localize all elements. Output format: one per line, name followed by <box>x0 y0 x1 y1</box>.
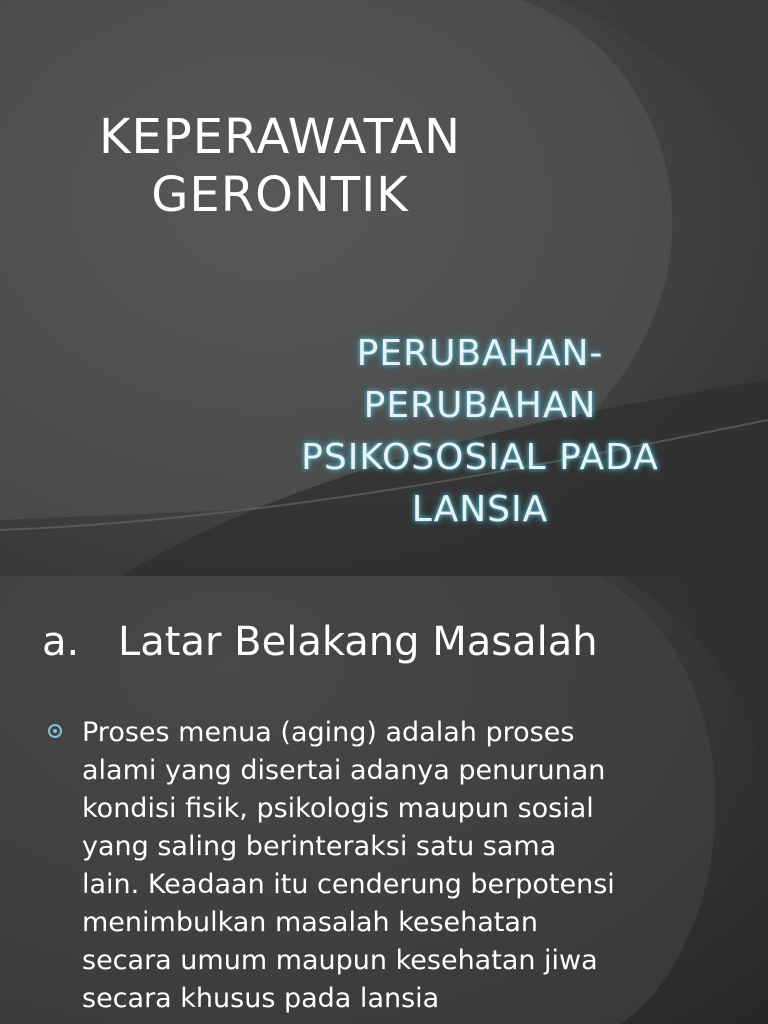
bullet-line: secara umum maupun kesehatan jiwa <box>82 945 598 976</box>
bullet-line: lain. Keadaan itu cenderung berpotensi <box>82 869 615 900</box>
bullet-line: menimbulkan masalah kesehatan <box>82 907 539 938</box>
slide-heading <box>42 618 598 666</box>
heading-number: a. <box>42 619 80 665</box>
bullet-line: kondisi fisik, psikologis maupun sosial <box>82 793 594 824</box>
subtitle-line: PSIKOSOSIAL PADA <box>301 437 659 478</box>
circle-bullet-icon <box>48 724 62 738</box>
bullet-line: yang saling berinteraksi satu sama <box>82 831 557 862</box>
heading-text: Latar Belakang Masalah <box>118 619 598 665</box>
bullet-line: alami yang disertai adanya penurunan <box>82 755 606 786</box>
bullet-line: secara khusus pada lansia <box>82 983 440 1014</box>
slide-title <box>60 108 500 224</box>
bullet-item <box>48 714 688 1018</box>
content-slide <box>0 576 768 1024</box>
subtitle-line: PERUBAHAN <box>363 385 597 426</box>
title-line: KEPERAWATAN <box>99 109 461 165</box>
bullet-paragraph <box>82 714 688 1018</box>
title-line: GERONTIK <box>151 167 409 223</box>
subtitle-line: LANSIA <box>411 489 549 530</box>
subtitle-line: PERUBAHAN- <box>356 333 604 374</box>
bullet-line: Proses menua (aging) adalah proses <box>82 717 575 748</box>
slide-subtitle <box>245 328 715 536</box>
